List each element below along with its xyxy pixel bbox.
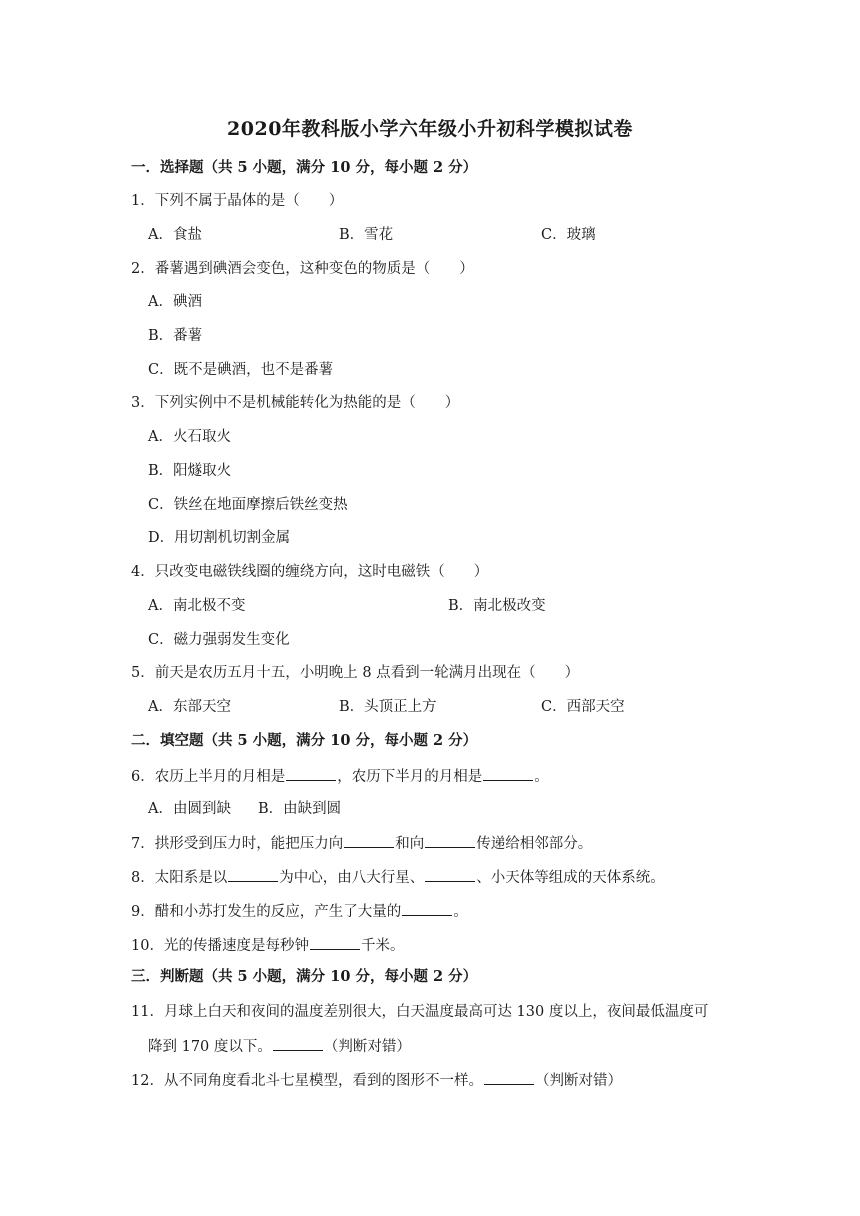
question-1-option-b: B．雪花	[339, 227, 394, 243]
answer-blank[interactable]	[484, 1069, 534, 1085]
question-5-option-b: B．头顶正上方	[339, 699, 437, 715]
question-6-stem	[131, 765, 549, 787]
question-6-text-2: ，农历下半月的月相是	[337, 769, 483, 785]
question-7-text-1: 7．拱形受到压力时，能把压力向	[131, 836, 344, 852]
question-6-option-b: B．由缺到圆	[258, 801, 342, 817]
question-4-option-a: A．南北极不变	[148, 598, 246, 614]
question-4-stem: 4．只改变电磁铁线圈的缠绕方向，这时电磁铁（ ）	[131, 564, 489, 580]
question-12-text-1: 12．从不同角度看北斗七星模型，看到的图形不一样。	[131, 1073, 483, 1089]
question-4-option-b: B．南北极改变	[448, 598, 546, 614]
question-8-stem	[131, 866, 665, 888]
question-8-text-2: 为中心，由八大行星、	[279, 870, 425, 886]
question-3-option-b: B．阳燧取火	[148, 463, 232, 479]
question-8-text-1: 8．太阳系是以	[131, 870, 228, 886]
question-5-option-c: C．西部天空	[541, 699, 625, 715]
question-1-option-c: C．玻璃	[541, 227, 596, 243]
question-6-text-3: 。	[534, 769, 549, 785]
question-9-text-1: 9．醋和小苏打发生的反应，产生了大量的	[131, 904, 402, 920]
question-11-text-2b: （判断对错）	[323, 1039, 411, 1055]
question-12-text-2: （判断对错）	[534, 1073, 622, 1089]
page-title: 2020年教科版小学六年级小升初科学模拟试卷	[227, 118, 633, 140]
question-5-stem: 5．前天是农历五月十五，小明晚上 8 点看到一轮满月出现在（ ）	[131, 665, 580, 681]
question-2-stem: 2．番薯遇到碘酒会变色，这种变色的物质是（ ）	[131, 261, 474, 277]
answer-blank[interactable]	[310, 934, 360, 950]
question-11-text-2a: 降到 170 度以下。	[148, 1039, 272, 1055]
question-7-text-3: 传递给相邻部分。	[476, 836, 593, 852]
answer-blank[interactable]	[286, 765, 336, 781]
answer-blank[interactable]	[402, 900, 452, 916]
question-5-option-a: A．东部天空	[148, 699, 231, 715]
question-9-stem	[131, 900, 468, 922]
answer-blank[interactable]	[483, 765, 533, 781]
question-1-stem: 1．下列不属于晶体的是（ ）	[131, 193, 344, 209]
question-3-stem: 3．下列实例中不是机械能转化为热能的是（ ）	[131, 395, 460, 411]
question-10-stem	[131, 934, 404, 956]
question-3-option-d: D．用切割机切割金属	[148, 530, 291, 546]
question-3-option-c: C．铁丝在地面摩擦后铁丝变热	[148, 497, 348, 513]
question-2-option-c: C．既不是碘酒，也不是番薯	[148, 362, 334, 378]
question-7-text-2: 和向	[395, 836, 425, 852]
question-10-text-1: 10．光的传播速度是每秒钟	[131, 938, 309, 954]
question-2-option-a: A．碘酒	[148, 294, 202, 310]
question-1-option-a: A．食盐	[148, 227, 202, 243]
answer-blank[interactable]	[425, 866, 475, 882]
section-heading-choice: 一．选择题（共 5 小题，满分 10 分，每小题 2 分）	[131, 159, 478, 176]
question-2-option-b: B．番薯	[148, 328, 203, 344]
question-12-stem	[131, 1069, 622, 1091]
question-3-option-a: A．火石取火	[148, 429, 231, 445]
answer-blank[interactable]	[228, 866, 278, 882]
question-10-text-2: 千米。	[360, 938, 405, 954]
question-7-stem	[131, 832, 592, 854]
answer-blank[interactable]	[273, 1035, 323, 1051]
answer-blank[interactable]	[425, 832, 475, 848]
question-4-option-c: C．磁力强弱发生变化	[148, 632, 290, 648]
question-6-option-a: A．由圆到缺	[148, 801, 231, 817]
question-8-text-3: 、小天体等组成的天体系统。	[476, 870, 665, 886]
answer-blank[interactable]	[344, 832, 394, 848]
section-heading-fill: 二．填空题（共 5 小题，满分 10 分，每小题 2 分）	[131, 732, 478, 749]
question-11-line-2	[148, 1035, 411, 1057]
question-6-text-1: 6．农历上半月的月相是	[131, 769, 286, 785]
section-heading-judge: 三．判断题（共 5 小题，满分 10 分，每小题 2 分）	[131, 968, 478, 985]
question-9-text-2: 。	[453, 904, 468, 920]
question-11-line-1: 11．月球上白天和夜间的温度差别很大，白天温度最高可达 130 度以上，夜间最低温度可	[131, 1004, 709, 1020]
